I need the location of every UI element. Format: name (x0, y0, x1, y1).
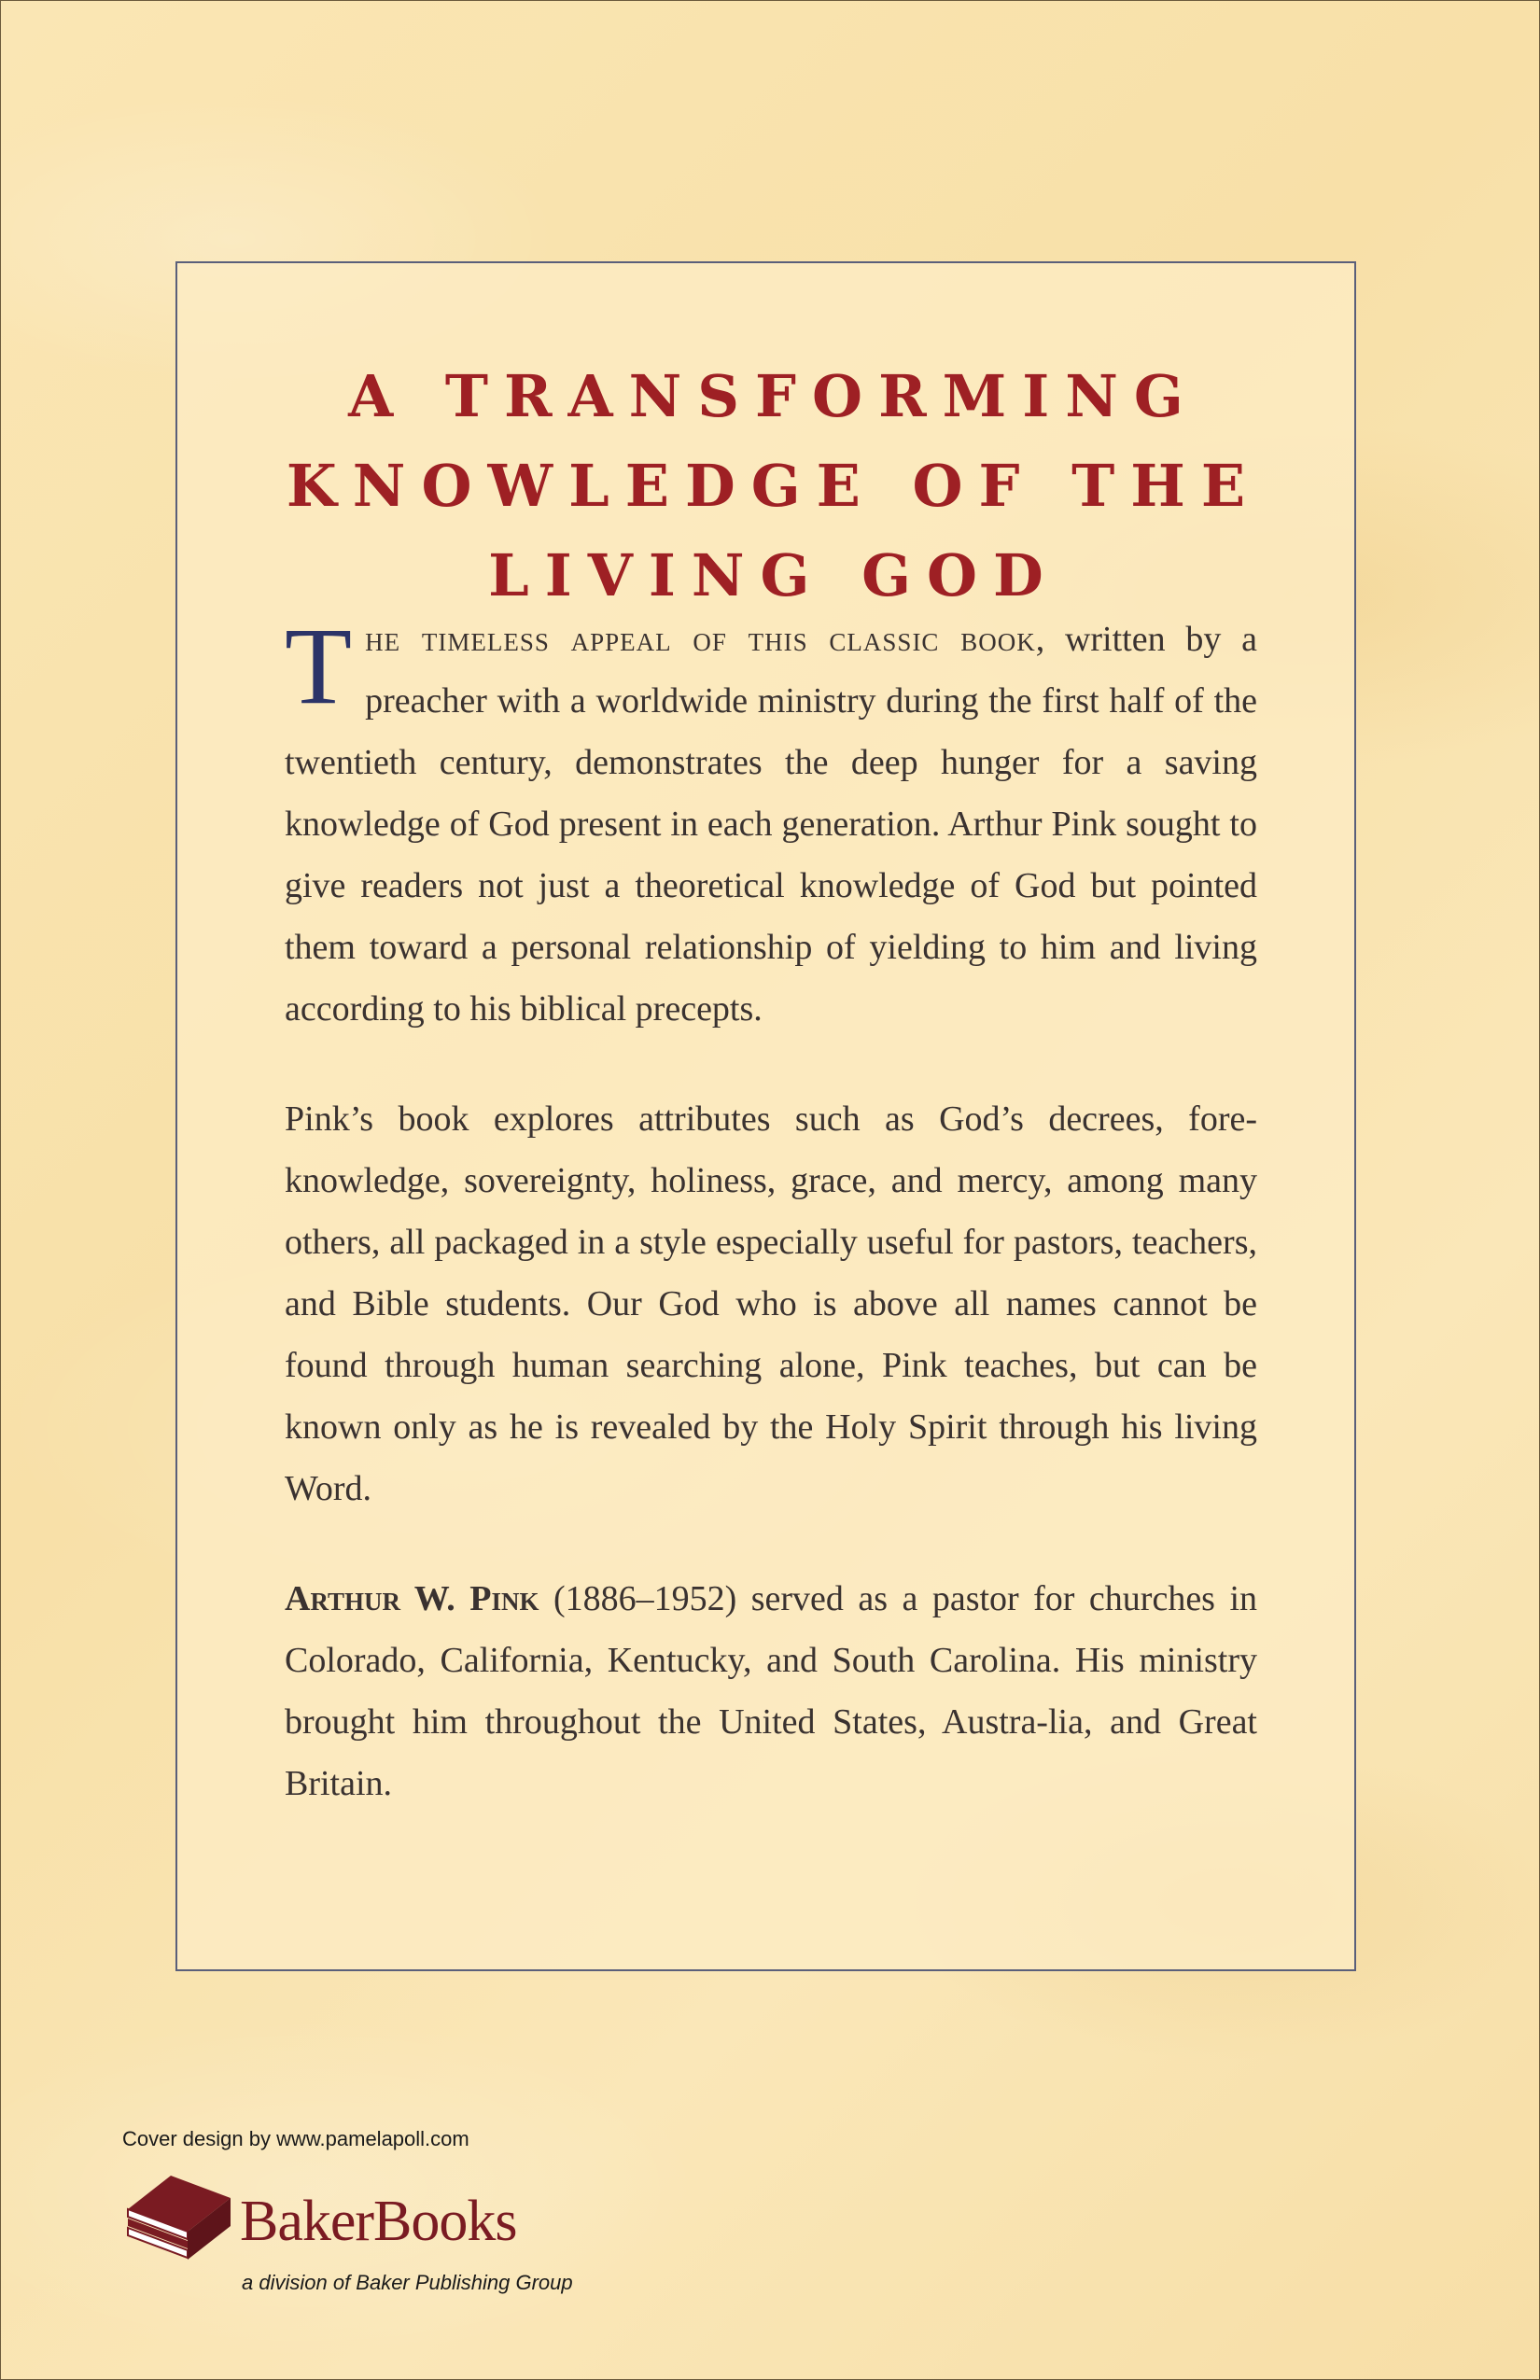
author-bio-text: (1886–1952) served as a pastor for churches in Colorado, California, Kentucky, and South Carolina. His ministry brought him throughout the United States, Austra-lia, and Great Britain. (285, 1579, 1257, 1803)
title-line-3: LIVING GOD (488, 541, 1059, 609)
title-line-2: KNOWLEDGE OF THE (286, 452, 1262, 520)
description-text (285, 605, 1257, 1863)
publisher-name: BakerBooks (240, 2190, 517, 2253)
description-panel (175, 261, 1356, 1971)
cover-title (177, 352, 1354, 621)
drop-cap: T (285, 605, 353, 727)
paragraph-author-bio (285, 1568, 1257, 1814)
book-stack-logo-icon (122, 2170, 234, 2273)
cover-design-credit: Cover design by www.pamelapoll.com (122, 2127, 469, 2150)
publisher-logo (122, 2170, 645, 2310)
title-line-1: A TRANSFORMING (348, 362, 1199, 430)
author-name: Arthur W. Pink (285, 1579, 539, 1618)
paragraph-attributes: Pink’s book explores attributes such as God’s decrees, fore-knowledge, sovereignty, holiness, grace, and mercy, among many others, all packaged in a style especially useful for pastors, teachers, and Bible students. Our God who is above all names cannot be found through human searching alone, Pink teaches, but can be known only as he is revealed by the Holy Spirit through his living Word. (285, 1099, 1257, 1508)
intro-text: , written by a preacher with a worldwide ministry during the first half of the twentieth century, demonstrates the deep hunger for a saving knowledge of God present in each generation. Arthur Pink sought to give readers not just a theoretical knowledge of God but pointed them toward a personal relationship of yielding to him and living according to his biblical precepts. (285, 620, 1257, 1029)
publisher-division: a division of Baker Publishing Group (242, 2271, 573, 2294)
intro-smallcaps: he timeless appeal of this classic book (365, 620, 1036, 659)
paragraph-intro (285, 605, 1257, 1040)
